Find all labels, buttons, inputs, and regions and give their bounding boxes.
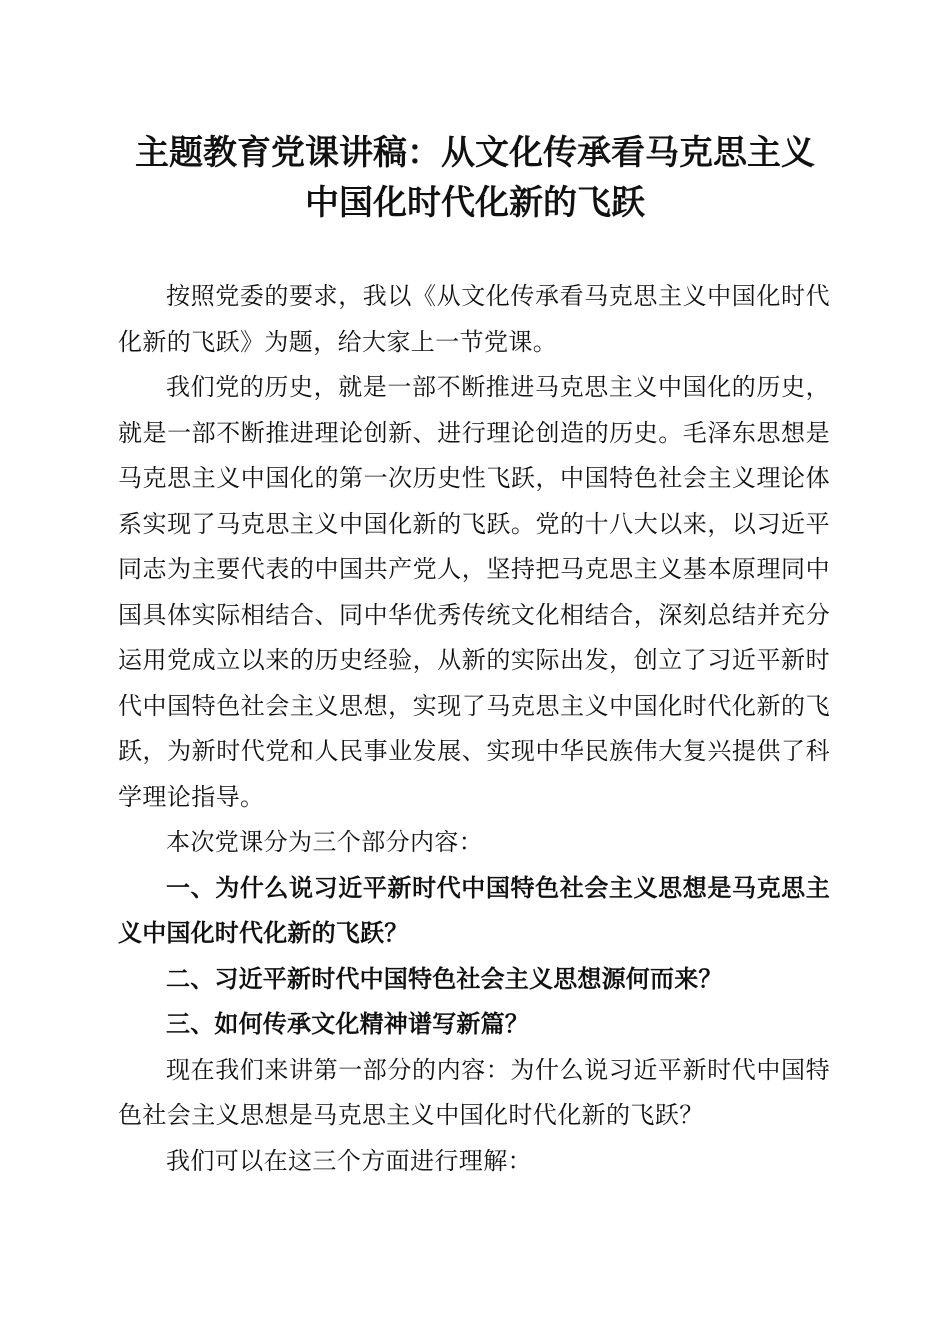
- paragraph-outline-intro: 本次党课分为三个部分内容：: [166, 828, 484, 856]
- title-line-1: 主题教育党课讲稿：从文化传承看马克思主义: [135, 133, 815, 173]
- paragraph-intro: 按照党委的要求，我以《从文化传承看马克思主义中国化时代化新的飞跃》为题，给大家上一节党课。: [118, 282, 830, 356]
- outline-item-1: 一、为什么说习近平新时代中国特色社会主义思想是马克思主义中国化时代化新的飞跃？: [118, 873, 830, 947]
- title-line-2: 中国化时代化新的飞跃: [305, 183, 645, 223]
- document-body: [118, 274, 830, 1184]
- paragraph-history: 我们党的历史，就是一部不断推进马克思主义中国化的历史，就是一部不断推进理论创新、进行理论创造的历史。毛泽东思想是马克思主义中国化的第一次历史性飞跃，中国特色社会主义理论体系实现了马克思主义中国化新的飞跃。党的十八大以来，以习近平同志为主要代表的中国共产党人，坚持把马克思主义基本原理同中国具体实际相结合、同中华优秀传统文化相结合，深刻总结并充分运用党成立以来的历史经验，从新的实际出发，创立了习近平新时代中国特色社会主义思想，实现了马克思主义中国化时代化新的飞跃，为新时代党和人民事业发展、实现中华民族伟大复兴提供了科学理论指导。: [118, 373, 830, 811]
- outline-item-3: 三、如何传承文化精神谱写新篇？: [166, 1010, 529, 1038]
- outline-item-2: 二、习近平新时代中国特色社会主义思想源何而来？: [166, 964, 723, 993]
- document-title: [80, 128, 870, 228]
- paragraph-three-aspects: 我们可以在这三个方面进行理解：: [166, 1146, 532, 1175]
- paragraph-part-one: 现在我们来讲第一部分的内容：为什么说习近平新时代中国特色社会主义思想是马克思主义中国化时代化新的飞跃？: [118, 1055, 830, 1129]
